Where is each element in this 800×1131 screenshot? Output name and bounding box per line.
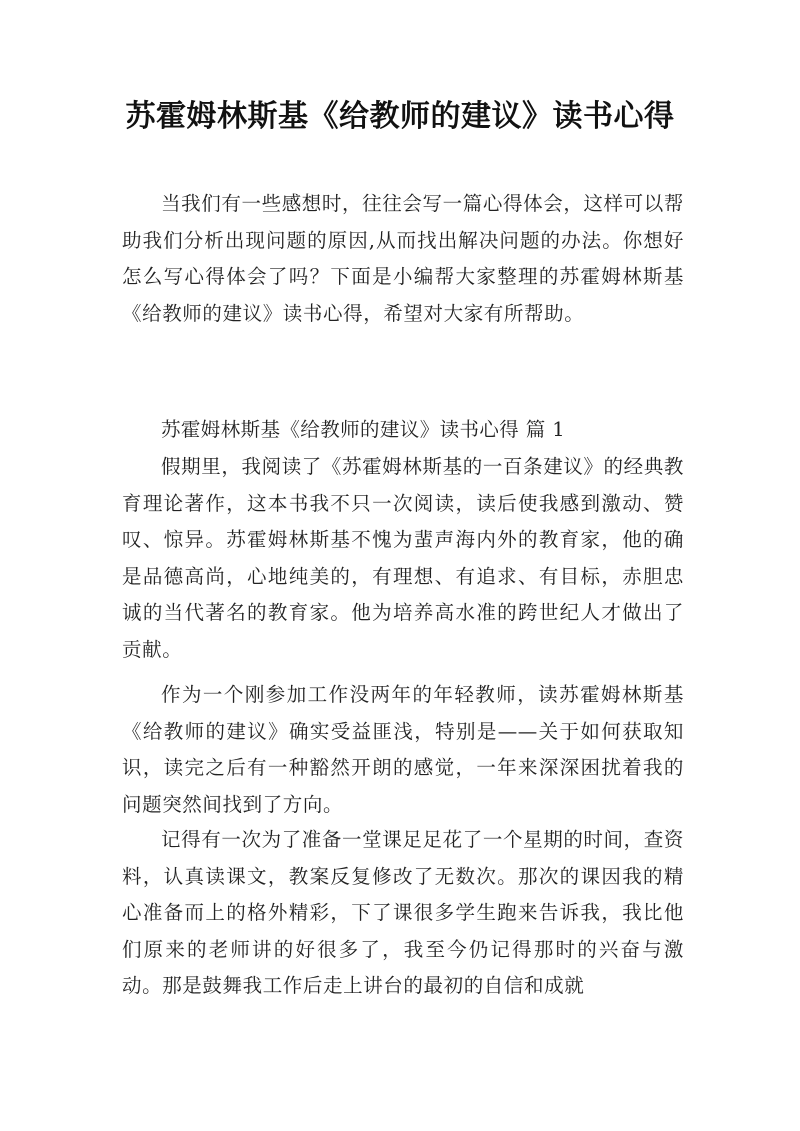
body-paragraph: 作为一个刚参加工作没两年的年轻教师，读苏霍姆林斯基《给教师的建议》确实受益匪浅，特别是——关于如何获取知识，读完之后有一种豁然开朗的感觉，一年来深深困扰着我的问题突然间找到了方向。 [122,683,684,816]
intro-paragraph: 当我们有一些感想时，往往会写一篇心得体会，这样可以帮助我们分析出现问题的原因,从而找出解决问题的办法。你想好怎么写心得体会了吗？下面是小编帮大家整理的苏霍姆林斯基《给教师的建议》读书心得，希望对大家有所帮助。 [122,192,684,325]
document-title: 苏霍姆林斯基《给教师的建议》读书心得 [125,99,675,134]
body-paragraph: 假期里，我阅读了《苏霍姆林斯基的一百条建议》的经典教育理论著作，这本书我不只一次阅读，读后使我感到激动、赞叹、惊异。苏霍姆林斯基不愧为蜚声海内外的教育家，他的确是品德高尚，心地纯美的，有理想、有追求、有目标，赤胆忠诚的当代著名的教育家。他为培养高水准的跨世纪人才做出了贡献。 [122,455,684,661]
body-paragraph: 记得有一次为了准备一堂课足足花了一个星期的时间，查资料，认真读课文，教案反复修改了无数次。那次的课因我的精心准备而上的格外精彩，下了课很多学生跑来告诉我，我比他们原来的老师讲的好很多了，我至今仍记得那时的兴奋与激动。那是鼓舞我工作后走上讲台的最初的自信和成就 [122,828,684,997]
section-heading: 苏霍姆林斯基《给教师的建议》读书心得 篇 1 [161,418,566,441]
